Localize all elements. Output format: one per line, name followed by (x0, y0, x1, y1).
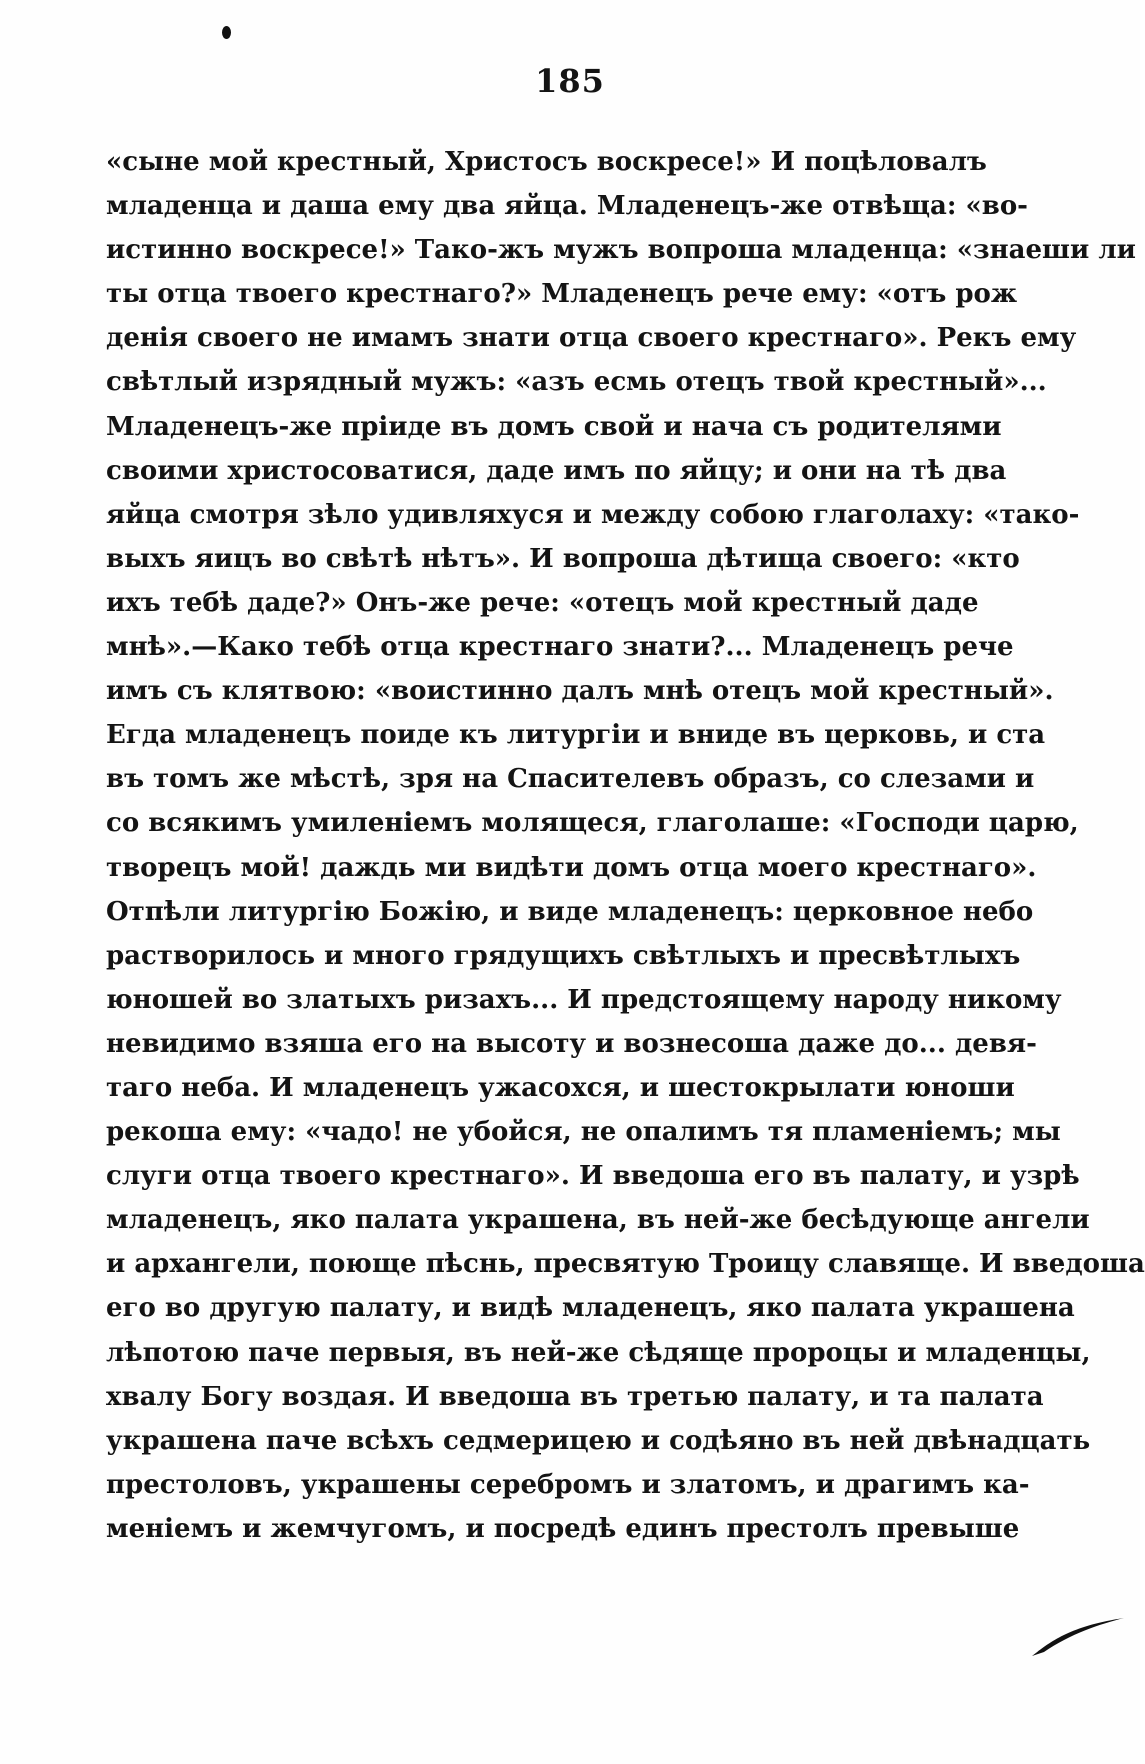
text-line: престоловъ, украшены серебромъ и златомъ, и драгимъ ка- (106, 1469, 1030, 1500)
text-line: со всякимъ умиленіемъ молящеся, глаголаше: «Господи царю, (106, 808, 1079, 839)
text-line: своими христосоватися, даде имъ по яйцу; и они на тѣ два (106, 455, 1007, 486)
text-line: ты отца твоего крестнаго?» Младенецъ рече ему: «отъ рож (106, 279, 1018, 310)
page-text (106, 140, 1145, 1551)
text-line: свѣтлый изрядный мужъ: «азъ есмь отецъ твой крестный»... (106, 367, 1047, 398)
text-line: его во другую палату, и видѣ младенецъ, яко палата украшена (106, 1293, 1075, 1324)
text-line: украшена паче всѣхъ седмерицею и содѣяно въ ней двѣнадцать (106, 1425, 1091, 1456)
page-number: 185 (535, 62, 605, 100)
text-line: лѣпотою паче первыя, въ ней-же сѣдяще пророцы и младенцы, (106, 1337, 1091, 1368)
text-line: Егда младенецъ поиде къ литургіи и вниде въ церковь, и ста (106, 720, 1046, 751)
text-line: мнѣ».—Како тебѣ отца крестнаго знати?... Младенецъ рече (106, 632, 1014, 663)
text-line: хвалу Богу воздая. И введоша въ третью палату, и та палата (106, 1381, 1044, 1412)
pen-stroke-mark (1030, 1612, 1126, 1660)
ink-blot (222, 26, 231, 39)
text-line: яйца смотря зѣло удивляхуся и между собою глаголаху: «тако- (106, 499, 1080, 530)
text-line: творецъ мой! даждь ми видѣти домъ отца моего крестнаго». (106, 852, 1037, 883)
text-line: ихъ тебѣ даде?» Онъ-же рече: «отецъ мой крестный даде (106, 587, 979, 618)
text-line: меніемъ и жемчугомъ, и посредѣ единъ престолъ превыше (106, 1513, 1020, 1544)
text-line: имъ съ клятвою: «воистинно далъ мнѣ отецъ мой крестный». (106, 676, 1054, 707)
text-line: Отпѣли литургію Божію, и виде младенецъ: церковное небо (106, 896, 1034, 927)
text-line: младенца и даша ему два яйца. Младенецъ-же отвѣща: «во- (106, 191, 1028, 222)
text-line: младенецъ, яко палата украшена, въ ней-же бесѣдующе ангели (106, 1205, 1090, 1236)
text-line: Младенецъ-же пріиде въ домъ свой и нача съ родителями (106, 411, 1002, 442)
text-line: въ томъ же мѣстѣ, зря на Спасителевъ образъ, со слезами и (106, 764, 1035, 795)
text-line: юношей во златыхъ ризахъ... И предстоящему народу никому (106, 984, 1062, 1015)
text-line: слуги отца твоего крестнаго». И введоша его въ палату, и узрѣ (106, 1161, 1080, 1192)
text-line: истинно воскресе!» Тако-жъ мужъ вопроша младенца: «знаеши ли (106, 235, 1136, 266)
text-line: растворилось и много грядущихъ свѣтлыхъ и пресвѣтлыхъ (106, 940, 1021, 971)
text-line: таго неба. И младенецъ ужасохся, и шестокрылати юноши (106, 1072, 1015, 1103)
text-line: выхъ яицъ во свѣтѣ нѣтъ». И вопроша дѣтища своего: «кто (106, 543, 1020, 574)
text-line: рекоша ему: «чадо! не убойся, не опалимъ тя пламеніемъ; мы (106, 1117, 1061, 1148)
text-line: «сыне мой крестный, Христосъ воскресе!» И поцѣловалъ (106, 147, 987, 177)
text-line: и архангели, поюще пѣснь, пресвятую Троицу славяще. И введоша (106, 1249, 1145, 1280)
text-line: денія своего не имамъ знати отца своего крестнаго». Рекъ ему (106, 323, 1077, 354)
text-line: невидимо взяша его на высоту и вознесоша даже до... девя- (106, 1028, 1037, 1059)
